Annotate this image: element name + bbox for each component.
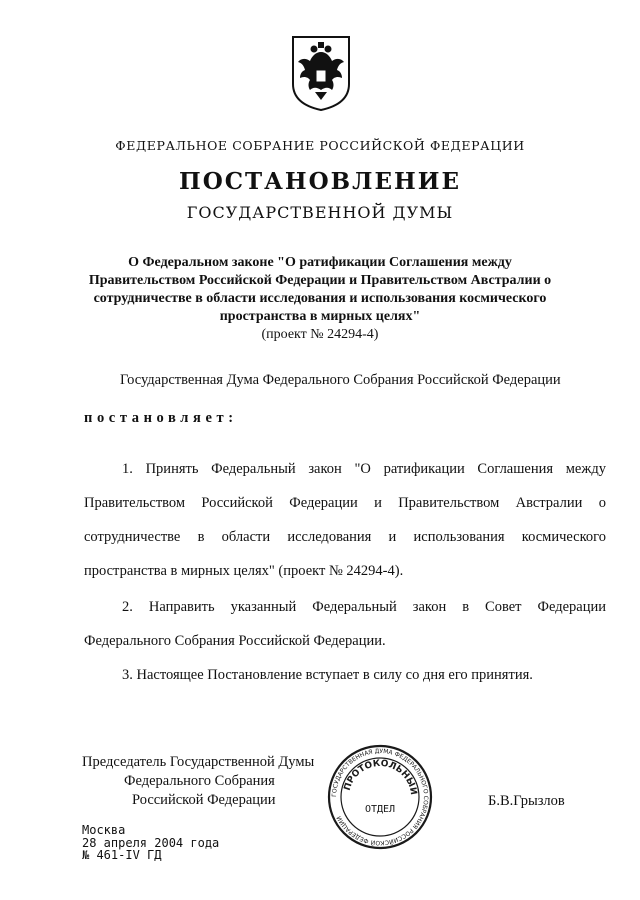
subject-line: Правительством Российской Федерации и Правительством Австралии о [88,273,552,288]
organization-header: ФЕДЕРАЛЬНОЕ СОБРАНИЕ РОССИЙСКОЙ ФЕДЕРАЦИИ [115,138,525,153]
document-title: ПОСТАНОВЛЕНИЕ [179,168,461,195]
signatory-title [82,753,314,810]
lead-sentence: Государственная Дума Федерального Собрания Российской Федерации [120,372,561,388]
stamp-outer-text: ГОСУДАРСТВЕННАЯ ДУМА ФЕДЕРАЛЬНОГО СОБРАНИЯ РОССИЙСКОЙ ФЕДЕРАЦИИ [330,747,430,847]
footer-date: 28 апреля 2004 года [82,835,220,850]
decree-word: постановляет: [84,410,238,426]
footer-number: № 461-IV ГД [82,848,162,862]
document-footer [82,824,219,862]
item-3: 3. Настоящее Постановление вступает в силу со дня его принятия. [122,667,533,683]
footer-city: Москва [82,823,126,837]
coat-of-arms-emblem [290,34,352,112]
subject-line: пространства в мирных целях" [219,309,421,324]
document-issuer: ГОСУДАРСТВЕННОЙ ДУМЫ [186,203,454,222]
protocol-department-stamp [327,744,433,850]
item-1: 1. Принять Федеральный закон "О ратификации Соглашения между Правительством Российской Федерации и Правительством Австралии о сотрудничестве в области исследования и использования космического пространства в мирных целях" (проект № 24294-4). [84,461,606,579]
signatory-title-line: Председатель Государственной Думы [82,754,315,770]
subject-line: О Федеральном законе "О ратификации Соглашения между [128,255,512,270]
signatory-title-line: Российской Федерации [132,792,276,808]
project-number: (проект № 24294-4) [261,327,379,342]
signatory-name: Б.В.Грызлов [488,793,565,809]
item-2: 2. Направить указанный Федеральный закон в Совет Федерации Федерального Собрания Российской Федерации. [84,599,606,649]
subject-line: сотрудничестве в области исследования и использования космического [93,291,547,306]
document-subject [80,254,560,344]
stamp-inner-text: ПРОТОКОЛЬНЫЙ [342,758,419,796]
stamp-center-text: ОТДЕЛ [364,804,396,815]
signatory-title-line: Федерального Собрания [124,773,275,789]
